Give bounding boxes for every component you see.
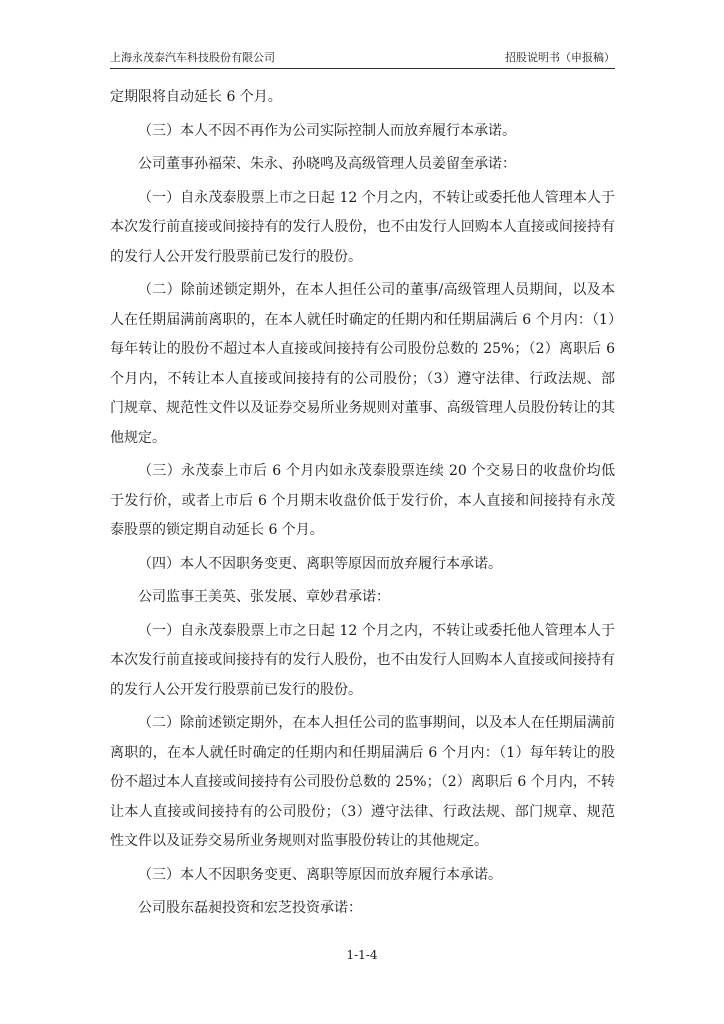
paragraph: （四）本人不因职务变更、离职等原因而放弃履行本承诺。: [138, 555, 502, 572]
header-document-title: 招股说明书（申报稿）: [505, 51, 615, 64]
paragraph: （二）除前述锁定期外，在本人担任公司的监事期间，以及本人在任期届满前离职的，在本人就任时确定的任期内和任期届满后 6 个月内：（1）每年转让的股份不超过本人直接或间接持有公司股份总数的 25%；（2）离职后 6 个月内，不转让本人直接或间接持有的公司股份；（3）遵守法律、行政法规、部门规章、规范性文件以及证券交易所业务规则对监事股份转让的其他规定。: [110, 715, 615, 849]
header-company-name: 上海永茂泰汽车科技股份有限公司: [110, 51, 275, 64]
paragraph: （三）本人不因不再作为公司实际控制人而放弃履行本承诺。: [138, 122, 516, 139]
paragraph: 公司董事孙福荣、朱永、孙晓鸣及高级管理人员姜留奎承诺：: [138, 156, 516, 172]
document-body: [110, 83, 615, 924]
page-number: 1-1-4: [346, 948, 378, 962]
paragraph: 定期限将自动延长 6 个月。: [110, 89, 282, 105]
paragraph: （一）自永茂泰股票上市之日起 12 个月之内，不转让或委托他人管理本人于本次发行前直接或间接持有的发行人股份，也不由发行人回购本人直接或间接持有的发行人公开发行股票前已发行的股份。: [110, 622, 615, 698]
paragraph: （三）本人不因职务变更、离职等原因而放弃履行本承诺。: [138, 866, 502, 883]
paragraph: （二）除前述锁定期外，在本人担任公司的董事/高级管理人员期间，以及本人在任期届满前离职的，在本人就任时确定的任期内和任期届满后 6 个月内：（1）每年转让的股份不超过本人直接或间接持有公司股份总数的 25%；（2）离职后 6 个月内，不转让本人直接或间接持有的公司股份；（3）遵守法律、行政法规、部门规章、规范性文件以及证券交易所业务规则对董事、高级管理人员股份转让的其他规定。: [110, 282, 615, 446]
page-header: [110, 50, 615, 69]
paragraph: （一）自永茂泰股票上市之日起 12 个月之内，不转让或委托他人管理本人于本次发行前直接或间接持有的发行人股份，也不由发行人回购本人直接或间接持有的发行人公开发行股票前已发行的股份。: [110, 189, 615, 265]
paragraph: 公司股东磊昶投资和宏芝投资承诺：: [138, 900, 362, 916]
paragraph: 公司监事王美英、张发展、章妙君承诺：: [138, 589, 390, 605]
paragraph: （三）永茂泰上市后 6 个月内如永茂泰股票连续 20 个交易日的收盘价均低于发行价，或者上市后 6 个月期末收盘价低于发行价，本人直接和间接持有永茂泰股票的锁定期自动延长 6 个月。: [110, 463, 615, 538]
